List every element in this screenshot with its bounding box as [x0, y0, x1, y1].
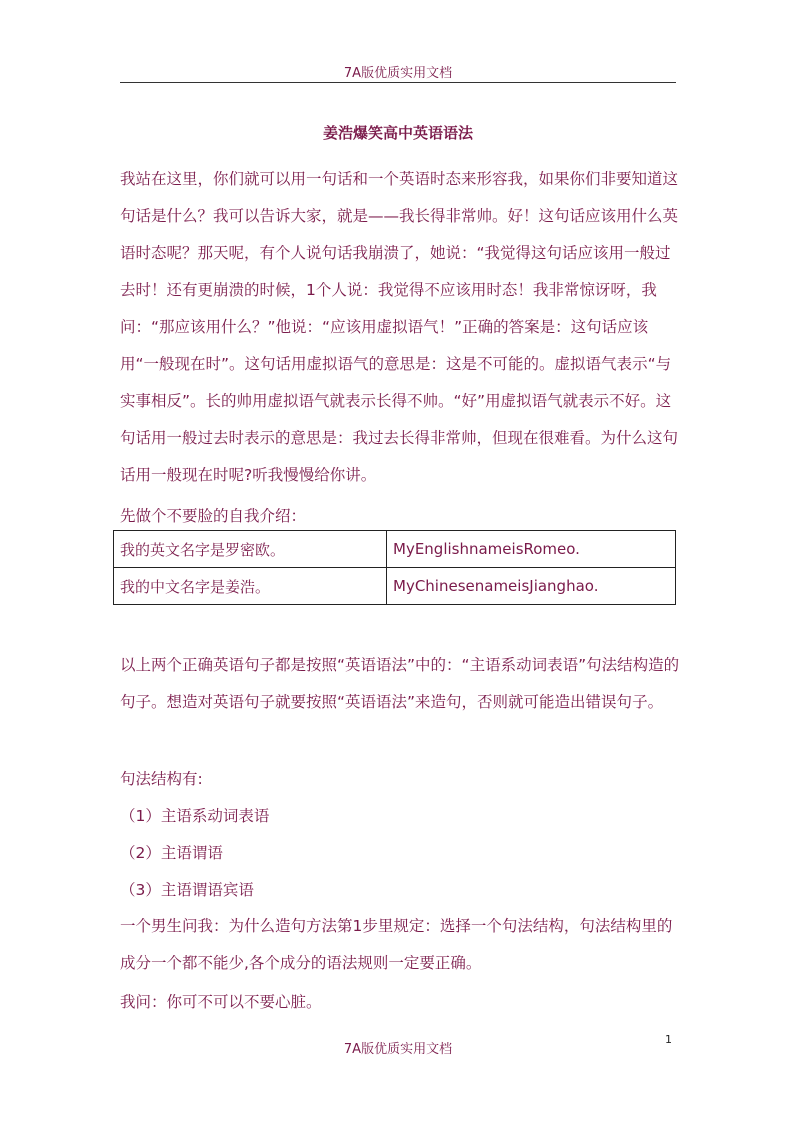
table-cell-english: MyEnglishnameisRomeo.	[387, 531, 676, 568]
table-cell-chinese: 我的中文名字是姜浩。	[114, 568, 387, 605]
page-footer: 7A版优质实用文档	[343, 1042, 453, 1057]
grammar-paragraph: 以上两个正确英语句子都是按照“英语语法”中的：“主语系动词表语”句法结构造的句子。想造对英语句子就要按照“英语语法”来造句，否则就可能造出错误句子。	[120, 656, 680, 711]
document-title: 姜浩爆笑高中英语语法	[322, 124, 473, 142]
intro-paragraph: 我站在这里，你们就可以用一句话和一个英语时态来形容我，如果你们非要知道这句话是什么？我可以告诉大家，就是——我长得非常帅。好！这句话应该用什么英语时态呢？那天呢，有个人说句话我崩溃了，她说：“我觉得这句话应该用一般过去时！还有更崩溃的时候，1个人说：我觉得不应该用时态！我非常惊讶呀，我问：“那应该用什么？”他说：“应该用虚拟语气！”正确的答案是：这句话应该用“一般现在时”。这句话用虚拟语气的意思是：这是不可能的。虚拟语气表示“与实事相反”。长的帅用虚拟语气就表示长得不帅。“好”用虚拟语气就表示不好。这句话用一般过去时表示的意思是：我过去长得非常帅，但现在很难看。为什么这句话用一般现在时呢?听我慢慢给你讲。	[120, 170, 679, 484]
page-header: 7A版优质实用文档	[343, 66, 453, 81]
structure-item: （1）主语系动词表语	[120, 807, 270, 825]
header-divider	[120, 82, 676, 83]
structures-label: 句法结构有:	[120, 770, 203, 788]
page-number: 1	[665, 1033, 672, 1046]
table-row	[114, 531, 676, 568]
structure-item: （2）主语谓语	[120, 844, 223, 862]
structure-item: （3）主语谓语宾语	[120, 881, 254, 899]
table-cell-chinese: 我的英文名字是罗密欧。	[114, 531, 387, 568]
table-row	[114, 568, 676, 605]
table-cell-english: MyChinesenameisJianghao.	[387, 568, 676, 605]
name-table	[113, 530, 676, 605]
answer-line: 我问：你可不可以不要心脏。	[120, 993, 322, 1011]
question-paragraph: 一个男生问我：为什么造句方法第1步里规定：选择一个句法结构，句法结构里的成分一个都不能少,各个成分的语法规则一定要正确。	[120, 917, 673, 972]
self-intro-label: 先做个不要脸的自我介绍：	[120, 507, 307, 525]
